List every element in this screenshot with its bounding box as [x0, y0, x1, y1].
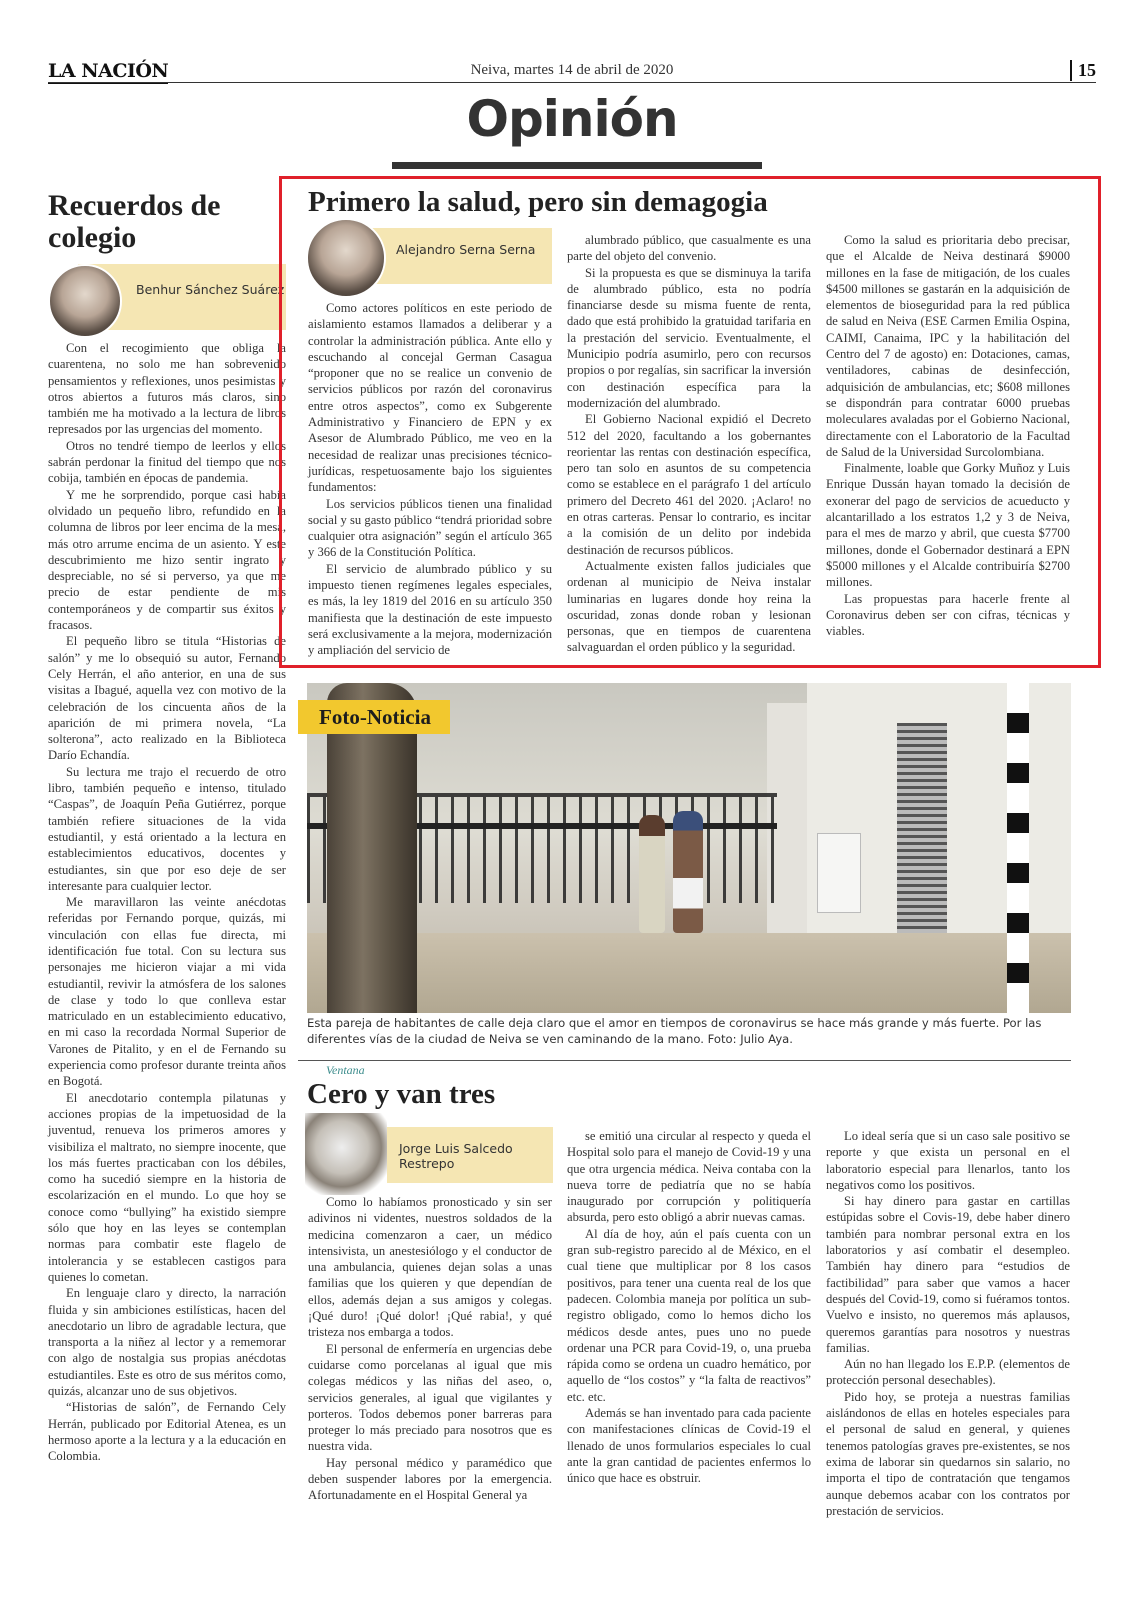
photo-person [673, 811, 703, 933]
main-article-byline [306, 218, 552, 300]
paragraph: El anecdotario contempla pilatunas y acciones propias de la impetuosidad de la juventud, renueva los primeros amores y visibiliza el maltrato, no siempre inocente, que los más fuertes practicaban con los débiles, como ha sucedió siempre en la historia de escolarización en el mundo. Lo que hoy se conoce como “bullying” ha existido siempre sólo que hoy en las leyes se contemplan normas para combatir este flagelo de intolerancia y se establecen castigos para quienes lo cometan. [48, 1090, 286, 1284]
newspaper-logo: LA NACIÓN [48, 60, 169, 82]
paragraph: Si la propuesta es que se disminuya la tarifa de alumbrado público, esta no podría financiarse desde su misma fuente de renta, dado que está prohibido la gratuidad tarifaria en la prestación del servicio. Eventualmente, el Municipio podría asumirlo, pero con recursos propios o por regalías, sin sacrificar la inversión con destinación específica para la modernización del alumbrado. [567, 265, 811, 410]
main-article-col3 [826, 232, 1070, 639]
paragraph: Los servicios públicos tienen una finalidad social y su gasto público “tendrá prioridad sobre cualquier otra asignación” según el artículo 365 y 366 de la Constitución Política. [308, 496, 552, 560]
lower-article-col3 [826, 1128, 1070, 1519]
main-article-title: Primero la salud, pero sin demagogia [308, 186, 768, 218]
lower-article-title: Cero y van tres [307, 1078, 496, 1110]
paragraph: Lo ideal sería que si un caso sale positivo se reporte y que exista un personal en el laboratorio especial para llenarlos, tanto los negativos como los positivos. [826, 1129, 1070, 1192]
paragraph: El pequeño libro se titula “Historias de salón” y me lo obsequió su autor, Fernando Cely Herrán, el año anterior, en una de sus visitas a Ibagué, aquella vez con motivo de la celebración de los cincuenta años de la aparición de mi primera novela, “La solterona”, acto realizado en la Biblioteca Darío Echandía. [48, 634, 286, 763]
paragraph: El servicio de alumbrado público y su impuesto tienen regímenes legales especiales, es más, la ley 1819 del 2016 en su artículo 350 manifiesta que la destinación de este impuesto será exclusivamente a la mejora, modernización y ampliación del servicio de [308, 561, 552, 658]
paragraph: Si hay dinero para gastar en cartillas estúpidas sobre el Covis-19, debe haber dinero también para nombrar personal extra en los laboratorios y así combatir el desempleo. También hay dinero para “estudios de factibilidad” para saber que vamos a hacer después del Covid-19, como si fuéramos tontos. Vuelvo e insisto, no queremos más aplausos, queremos garantías para nosotros y nuestras familias. [826, 1194, 1070, 1355]
paragraph: Como lo habíamos pronosticado y sin ser adivinos ni videntes, nuestros soldados de la medicina comenzaron a caer, un médico intensivista, un anestesiólogo y el conductor de una ambulancia, quienes dejan solas a unas familias que los quieren y que dependían de ellos, además dejan a sus amigos y colegas. ¡Qué duro! ¡Qué dolor! ¡Qué rabia!, y qué tristeza nos embarga a todos. [308, 1195, 552, 1340]
photo-shutter [897, 723, 947, 933]
main-article-col1 [308, 300, 552, 659]
paragraph: Al día de hoy, aún el país cuenta con un gran sub-registro parecido al de México, en el cual tiene que multiplicar por 8 los casos positivos, para tener una cuenta real de los que padecen. Colombia maneja por política un sub-registro obligado, como lo hemos dicho los médicos desde antes, pues uno no puede ordenar una PCR para Covid-19, o, una prueba rápida como se ordena un cuadro hemático, por aquello de “los costos” y “la falta de reactivos” etc. etc. [567, 1226, 811, 1404]
paragraph: Con el recogimiento que obliga la cuarentena, no solo me han sobrevenido pensamientos y reflexiones, unos pesimistas y otros abiertos a futuros más claros, sino también me ha motivado a la lectura de libros represados por las urgencias del momento. [48, 341, 286, 437]
photo-ground [307, 933, 1071, 1013]
issue-date: Neiva, martes 14 de abril de 2020 [470, 62, 674, 78]
photo-pole [1007, 683, 1029, 1013]
section-underline [392, 162, 762, 169]
photo-ac-unit [817, 833, 861, 913]
paragraph: Finalmente, loable que Gorky Muñoz y Luis Enrique Dussán hayan tomado la decisión de exonerar del pago de servicios de acueducto y alcantarillado a los estratos 1,2 y 3 de Neiva, para el mes de marzo y abril, que cuesta $7700 millones, donde el Gobernador destinará a EPN $5000 millones y el Alcalde contribuiría $2700 millones. [826, 461, 1070, 590]
section-title: Opinión [466, 90, 678, 148]
section-divider [298, 1060, 1071, 1061]
paragraph: Como actores políticos en este periodo de aislamiento estamos llamados a deliberar y a controlar la administración pública. Ante ello y escuchando al concejal German Casagua “proponer que no se realice un convenio de servicios públicos por razón del coronavirus entre otros aspectos”, como ex Subgerente Administrativo y Financiero de EPN y ex Asesor de Alumbrado Público, me veo en la necesidad de realizar unas precisiones técnico-jurídicas, respetuosamente bajo los siguientes fundamentos: [308, 301, 552, 495]
paragraph: se emitió una circular al respecto y queda el Hospital solo para el manejo de Covid-19 y una que otra urgencia médica. Neiva contaba con la nueva torre de pediatría que no se había inaugurado por corrupción y politiquería absurda, pero esto obligó a abrir nuevas camas. [567, 1129, 811, 1225]
left-article-byline [48, 264, 286, 340]
paragraph: Otros no tendré tiempo de leerlos y ellos sabrán perdonar la finitud del tiempo que nos cobija, también en épocas de pandemia. [48, 438, 286, 486]
photo-label: Foto-Noticia [298, 700, 450, 734]
header-divider [48, 82, 1096, 83]
paragraph: Me maravillaron las veinte anécdotas referidas por Fernando porque, quizás, mi vinculación con ellas fue directa, mi identificación fue total. Con su lectura sus personajes me hicieron viajar a mi vida estudiantil, revivir la atmósfera de los salones de clase y todo lo que conlleva estar matriculado en un establecimiento educativo, en mi caso la recordada Normal Superior de Varones de Pitalito, y en el de Fernando su experiencia como profesor durante treinta años en Bogotá. [48, 895, 286, 1089]
lower-article-col2 [567, 1128, 811, 1487]
paragraph: Y me he sorprendido, porque casi había olvidado un pequeño libro, refundido en la columna de libros por leer encima de la mesa, más otro arrume encima de un asiento. Y este descubrimiento me hizo sentir ingrato y despreciable, no sé si perverso, ya que me precio de estar pendiente de mis contemporáneos y de compartir sus éxitos y fracasos. [48, 487, 286, 633]
photo-caption: Esta pareja de habitantes de calle deja claro que el amor en tiempos de coronavirus se hace más grande y más fuerte. Por las diferentes vías de la ciudad de Neiva se ven caminando de la mano. Foto: Julio Aya. [307, 1016, 1042, 1046]
author-name: Jorge Luis Salcedo Restrepo [399, 1141, 513, 1171]
left-article-body [48, 340, 286, 1464]
paragraph: En lenguaje claro y directo, la narración fluida y sin ambiciones estilísticas, hacen del anecdotario un libro de agradable lectura, que transporta a la niñez al lector y a rememorar con algo de nostalgia sus propias anécdotas estudiantiles. Este es otro de sus méritos como, quizás, alcanzar uno de sus objetivos. [48, 1286, 286, 1398]
lower-article-byline [305, 1113, 553, 1193]
author-name: Alejandro Serna Serna [396, 242, 536, 257]
lower-article-col1 [308, 1194, 552, 1504]
paragraph: Como la salud es prioritaria debo precisar, que el Alcalde de Neiva destinará $9000 millones en la fase de mitigación, de los cuales $4500 millones se gastarán en la adquisición de elementos de bioseguridad para la red pública de salud en Neiva (ESE Carmen Emilia Ospina, CAIMI, Canaima, IPC y la habilitación del Centro del 7 de agosto) en: Dotaciones, camas, ventiladores, cabinas de desinfección, adquisición de ambulancias, etc; $608 millones se dispondrán para contratar 6000 pruebas moleculares avaladas por el Gobierno Nacional, directamente con el Laboratorio de la Facultad de Salud de la Universidad Surcolombiana. [826, 233, 1070, 459]
author-photo [306, 218, 386, 298]
paragraph: alumbrado público, que casualmente es una parte del objeto del convenio. [567, 233, 811, 264]
author-name: Benhur Sánchez Suárez [136, 282, 285, 297]
paragraph: Actualmente existen fallos judiciales que ordenan al municipio de Neiva instalar luminarias en lugares donde hoy reina la oscuridad, zonas donde roban y lesionan personas, que en tiempos de cuarentena salvaguardan el orden público y la seguridad. [567, 558, 811, 655]
author-photo [48, 264, 122, 338]
left-article [48, 190, 286, 1464]
paragraph: El Gobierno Nacional expidió el Decreto 512 del 2020, facultando a los gobernantes reorientar las rentas con destinación específica, pero tan solo en asuntos de su competencia como se establece en el parágrafo 1 del artículo primero del Decreto 461 del 2020. ¡Aclaro! no en otras carteras. Pensar lo contrario, es incitar a la comisión de un delito por indebida destinación de recursos públicos. [567, 412, 811, 557]
main-article-col2 [567, 232, 811, 656]
paragraph: Su lectura me trajo el recuerdo de otro libro, también pequeño e intenso, titulado “Caspas”, de Joaquín Peña Gutiérrez, porque también refiere situaciones de la vida estudiantil, y está orientado a la lectura en establecimientos educativos, docentes y estudiantes, sin que por eso deje de ser interesante para cualquier lector. [48, 764, 286, 893]
paragraph: Pido hoy, se proteja a nuestras familias aislándonos de ellas en hoteles especiales para el personal de salud en general, y quienes tenemos patologías graves pre-existentes, se nos exima de laborar sin quedarnos sin salario, no importa el tipo de contratación que tengamos aunque debemos acabar con los contratos por prestación de servicios. [826, 1389, 1070, 1518]
column-kicker: Ventana [326, 1063, 365, 1077]
paragraph: Además se han inventado para cada paciente con manifestaciones clínicas de Covid-19 el llenado de unos formularios especiales lo cual ante la gran cantidad de pacientes enfermos lo único que hace es obstruir. [567, 1406, 811, 1486]
left-article-title: Recuerdos de colegio [48, 189, 221, 254]
paragraph: Hay personal médico y paramédico que deben suspender labores por la emergencia. Afortunadamente en el Hospital General ya [308, 1455, 552, 1503]
page-number: 15 [1070, 60, 1096, 81]
paragraph: El personal de enfermería en urgencias debe cuidarse como porcelanas al igual que mis colegas médicos y las niñas del aseo, o, servicios generales, al igual que vigilantes y porteros. Todos debemos poner barreras para proteger lo más preciado para nosotros que es nuestra vida. [308, 1341, 552, 1454]
photo-person [639, 815, 665, 933]
paragraph: “Historias de salón”, de Fernando Cely Herrán, publicado por Editorial Atenea, es un hermoso aporte a la lectura y a la educación en Colombia. [48, 1400, 286, 1464]
author-photo [305, 1113, 387, 1195]
paragraph: Aún no han llegado los E.P.P. (elementos de protección personal desechables). [826, 1357, 1070, 1388]
paragraph: Las propuestas para hacerle frente al Coronavirus deben ser con cifras, técnicas y viables. [826, 591, 1070, 639]
